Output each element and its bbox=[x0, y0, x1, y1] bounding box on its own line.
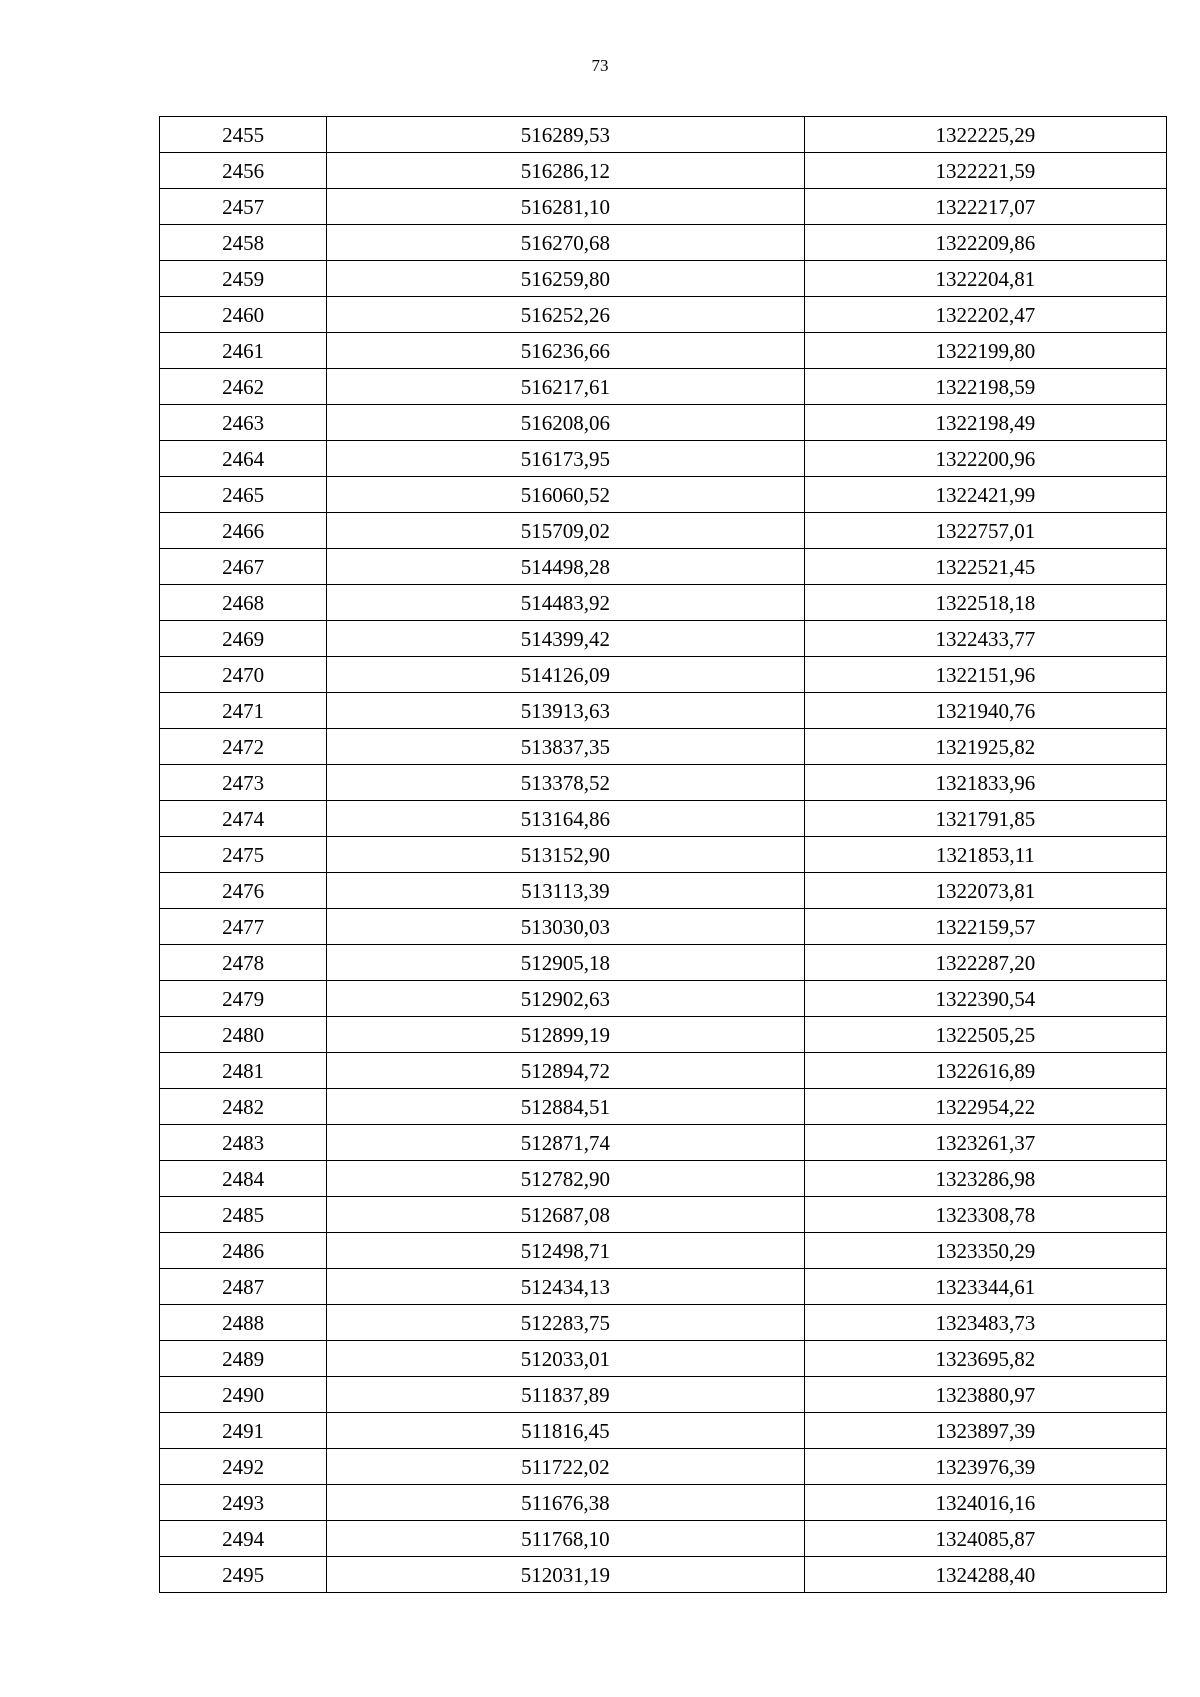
point-number-cell: 2457 bbox=[160, 189, 327, 225]
point-number-cell: 2478 bbox=[160, 945, 327, 981]
point-number-cell: 2469 bbox=[160, 621, 327, 657]
y-coordinate-cell: 1322433,77 bbox=[804, 621, 1166, 657]
y-coordinate-cell: 1323976,39 bbox=[804, 1449, 1166, 1485]
table-row bbox=[160, 801, 1167, 837]
table-row bbox=[160, 1521, 1167, 1557]
x-coordinate-cell: 516217,61 bbox=[327, 369, 804, 405]
table-row bbox=[160, 297, 1167, 333]
x-coordinate-cell: 512902,63 bbox=[327, 981, 804, 1017]
x-coordinate-cell: 511722,02 bbox=[327, 1449, 804, 1485]
point-number-cell: 2481 bbox=[160, 1053, 327, 1089]
x-coordinate-cell: 513030,03 bbox=[327, 909, 804, 945]
point-number-cell: 2477 bbox=[160, 909, 327, 945]
y-coordinate-cell: 1322521,45 bbox=[804, 549, 1166, 585]
point-number-cell: 2495 bbox=[160, 1557, 327, 1593]
table-row bbox=[160, 441, 1167, 477]
point-number-cell: 2462 bbox=[160, 369, 327, 405]
y-coordinate-cell: 1323261,37 bbox=[804, 1125, 1166, 1161]
page-number: 73 bbox=[591, 56, 609, 75]
point-number-cell: 2493 bbox=[160, 1485, 327, 1521]
table-row bbox=[160, 1233, 1167, 1269]
point-number-cell: 2468 bbox=[160, 585, 327, 621]
table-row bbox=[160, 261, 1167, 297]
point-number-cell: 2491 bbox=[160, 1413, 327, 1449]
point-number-cell: 2465 bbox=[160, 477, 327, 513]
table-row bbox=[160, 981, 1167, 1017]
table-row bbox=[160, 1485, 1167, 1521]
x-coordinate-cell: 512033,01 bbox=[327, 1341, 804, 1377]
x-coordinate-cell: 512498,71 bbox=[327, 1233, 804, 1269]
x-coordinate-cell: 516259,80 bbox=[327, 261, 804, 297]
table-row bbox=[160, 1089, 1167, 1125]
y-coordinate-cell: 1322954,22 bbox=[804, 1089, 1166, 1125]
x-coordinate-cell: 516173,95 bbox=[327, 441, 804, 477]
point-number-cell: 2479 bbox=[160, 981, 327, 1017]
point-number-cell: 2486 bbox=[160, 1233, 327, 1269]
point-number-cell: 2474 bbox=[160, 801, 327, 837]
point-number-cell: 2487 bbox=[160, 1269, 327, 1305]
y-coordinate-cell: 1322421,99 bbox=[804, 477, 1166, 513]
point-number-cell: 2480 bbox=[160, 1017, 327, 1053]
table-row bbox=[160, 513, 1167, 549]
y-coordinate-cell: 1321940,76 bbox=[804, 693, 1166, 729]
x-coordinate-cell: 514126,09 bbox=[327, 657, 804, 693]
x-coordinate-cell: 512283,75 bbox=[327, 1305, 804, 1341]
y-coordinate-cell: 1323897,39 bbox=[804, 1413, 1166, 1449]
table-row bbox=[160, 405, 1167, 441]
table-row bbox=[160, 369, 1167, 405]
point-number-cell: 2461 bbox=[160, 333, 327, 369]
table-row bbox=[160, 477, 1167, 513]
point-number-cell: 2456 bbox=[160, 153, 327, 189]
point-number-cell: 2484 bbox=[160, 1161, 327, 1197]
x-coordinate-cell: 511768,10 bbox=[327, 1521, 804, 1557]
x-coordinate-cell: 512871,74 bbox=[327, 1125, 804, 1161]
y-coordinate-cell: 1323344,61 bbox=[804, 1269, 1166, 1305]
x-coordinate-cell: 516286,12 bbox=[327, 153, 804, 189]
y-coordinate-cell: 1323308,78 bbox=[804, 1197, 1166, 1233]
point-number-cell: 2473 bbox=[160, 765, 327, 801]
y-coordinate-cell: 1322505,25 bbox=[804, 1017, 1166, 1053]
x-coordinate-cell: 513152,90 bbox=[327, 837, 804, 873]
table-row bbox=[160, 1413, 1167, 1449]
table-row bbox=[160, 909, 1167, 945]
table-row bbox=[160, 621, 1167, 657]
table-row bbox=[160, 585, 1167, 621]
point-number-cell: 2464 bbox=[160, 441, 327, 477]
coordinates-table bbox=[159, 116, 1167, 1593]
table-row bbox=[160, 873, 1167, 909]
y-coordinate-cell: 1321791,85 bbox=[804, 801, 1166, 837]
table-row bbox=[160, 1053, 1167, 1089]
y-coordinate-cell: 1323483,73 bbox=[804, 1305, 1166, 1341]
y-coordinate-cell: 1321853,11 bbox=[804, 837, 1166, 873]
x-coordinate-cell: 513378,52 bbox=[327, 765, 804, 801]
point-number-cell: 2490 bbox=[160, 1377, 327, 1413]
y-coordinate-cell: 1321833,96 bbox=[804, 765, 1166, 801]
point-number-cell: 2492 bbox=[160, 1449, 327, 1485]
x-coordinate-cell: 511816,45 bbox=[327, 1413, 804, 1449]
x-coordinate-cell: 513913,63 bbox=[327, 693, 804, 729]
x-coordinate-cell: 513837,35 bbox=[327, 729, 804, 765]
table-row bbox=[160, 225, 1167, 261]
table-row bbox=[160, 1161, 1167, 1197]
y-coordinate-cell: 1322073,81 bbox=[804, 873, 1166, 909]
y-coordinate-cell: 1323286,98 bbox=[804, 1161, 1166, 1197]
x-coordinate-cell: 511676,38 bbox=[327, 1485, 804, 1521]
point-number-cell: 2460 bbox=[160, 297, 327, 333]
point-number-cell: 2459 bbox=[160, 261, 327, 297]
point-number-cell: 2485 bbox=[160, 1197, 327, 1233]
y-coordinate-cell: 1324288,40 bbox=[804, 1557, 1166, 1593]
x-coordinate-cell: 512894,72 bbox=[327, 1053, 804, 1089]
y-coordinate-cell: 1322200,96 bbox=[804, 441, 1166, 477]
y-coordinate-cell: 1322390,54 bbox=[804, 981, 1166, 1017]
table-row bbox=[160, 765, 1167, 801]
table-row bbox=[160, 189, 1167, 225]
table-row bbox=[160, 693, 1167, 729]
y-coordinate-cell: 1322221,59 bbox=[804, 153, 1166, 189]
point-number-cell: 2455 bbox=[160, 117, 327, 153]
table-row bbox=[160, 1557, 1167, 1593]
x-coordinate-cell: 512782,90 bbox=[327, 1161, 804, 1197]
y-coordinate-cell: 1323695,82 bbox=[804, 1341, 1166, 1377]
x-coordinate-cell: 512884,51 bbox=[327, 1089, 804, 1125]
table-row bbox=[160, 1449, 1167, 1485]
table-row bbox=[160, 1305, 1167, 1341]
x-coordinate-cell: 512905,18 bbox=[327, 945, 804, 981]
x-coordinate-cell: 514483,92 bbox=[327, 585, 804, 621]
x-coordinate-cell: 511837,89 bbox=[327, 1377, 804, 1413]
y-coordinate-cell: 1322199,80 bbox=[804, 333, 1166, 369]
y-coordinate-cell: 1322159,57 bbox=[804, 909, 1166, 945]
y-coordinate-cell: 1321925,82 bbox=[804, 729, 1166, 765]
table-row bbox=[160, 117, 1167, 153]
y-coordinate-cell: 1322287,20 bbox=[804, 945, 1166, 981]
coordinates-table-body bbox=[160, 117, 1167, 1593]
table-row bbox=[160, 1197, 1167, 1233]
table-row bbox=[160, 1125, 1167, 1161]
x-coordinate-cell: 512434,13 bbox=[327, 1269, 804, 1305]
x-coordinate-cell: 516236,66 bbox=[327, 333, 804, 369]
x-coordinate-cell: 514399,42 bbox=[327, 621, 804, 657]
y-coordinate-cell: 1322204,81 bbox=[804, 261, 1166, 297]
y-coordinate-cell: 1322225,29 bbox=[804, 117, 1166, 153]
y-coordinate-cell: 1322217,07 bbox=[804, 189, 1166, 225]
table-row bbox=[160, 1017, 1167, 1053]
point-number-cell: 2466 bbox=[160, 513, 327, 549]
point-number-cell: 2475 bbox=[160, 837, 327, 873]
y-coordinate-cell: 1323350,29 bbox=[804, 1233, 1166, 1269]
x-coordinate-cell: 513113,39 bbox=[327, 873, 804, 909]
table-row bbox=[160, 549, 1167, 585]
table-row bbox=[160, 1269, 1167, 1305]
y-coordinate-cell: 1322616,89 bbox=[804, 1053, 1166, 1089]
x-coordinate-cell: 516208,06 bbox=[327, 405, 804, 441]
y-coordinate-cell: 1322518,18 bbox=[804, 585, 1166, 621]
point-number-cell: 2494 bbox=[160, 1521, 327, 1557]
table-row bbox=[160, 1377, 1167, 1413]
x-coordinate-cell: 516281,10 bbox=[327, 189, 804, 225]
y-coordinate-cell: 1324016,16 bbox=[804, 1485, 1166, 1521]
x-coordinate-cell: 516289,53 bbox=[327, 117, 804, 153]
table-row bbox=[160, 1341, 1167, 1377]
y-coordinate-cell: 1324085,87 bbox=[804, 1521, 1166, 1557]
table-row bbox=[160, 153, 1167, 189]
table-row bbox=[160, 945, 1167, 981]
y-coordinate-cell: 1322202,47 bbox=[804, 297, 1166, 333]
point-number-cell: 2483 bbox=[160, 1125, 327, 1161]
table-row bbox=[160, 657, 1167, 693]
x-coordinate-cell: 515709,02 bbox=[327, 513, 804, 549]
x-coordinate-cell: 513164,86 bbox=[327, 801, 804, 837]
x-coordinate-cell: 514498,28 bbox=[327, 549, 804, 585]
point-number-cell: 2470 bbox=[160, 657, 327, 693]
x-coordinate-cell: 512899,19 bbox=[327, 1017, 804, 1053]
table-row bbox=[160, 333, 1167, 369]
point-number-cell: 2463 bbox=[160, 405, 327, 441]
y-coordinate-cell: 1322757,01 bbox=[804, 513, 1166, 549]
x-coordinate-cell: 516060,52 bbox=[327, 477, 804, 513]
x-coordinate-cell: 516270,68 bbox=[327, 225, 804, 261]
y-coordinate-cell: 1323880,97 bbox=[804, 1377, 1166, 1413]
y-coordinate-cell: 1322151,96 bbox=[804, 657, 1166, 693]
point-number-cell: 2489 bbox=[160, 1341, 327, 1377]
point-number-cell: 2472 bbox=[160, 729, 327, 765]
x-coordinate-cell: 516252,26 bbox=[327, 297, 804, 333]
table-row bbox=[160, 729, 1167, 765]
point-number-cell: 2476 bbox=[160, 873, 327, 909]
x-coordinate-cell: 512687,08 bbox=[327, 1197, 804, 1233]
y-coordinate-cell: 1322198,59 bbox=[804, 369, 1166, 405]
point-number-cell: 2467 bbox=[160, 549, 327, 585]
point-number-cell: 2482 bbox=[160, 1089, 327, 1125]
table-row bbox=[160, 837, 1167, 873]
y-coordinate-cell: 1322198,49 bbox=[804, 405, 1166, 441]
point-number-cell: 2471 bbox=[160, 693, 327, 729]
x-coordinate-cell: 512031,19 bbox=[327, 1557, 804, 1593]
point-number-cell: 2458 bbox=[160, 225, 327, 261]
y-coordinate-cell: 1322209,86 bbox=[804, 225, 1166, 261]
point-number-cell: 2488 bbox=[160, 1305, 327, 1341]
